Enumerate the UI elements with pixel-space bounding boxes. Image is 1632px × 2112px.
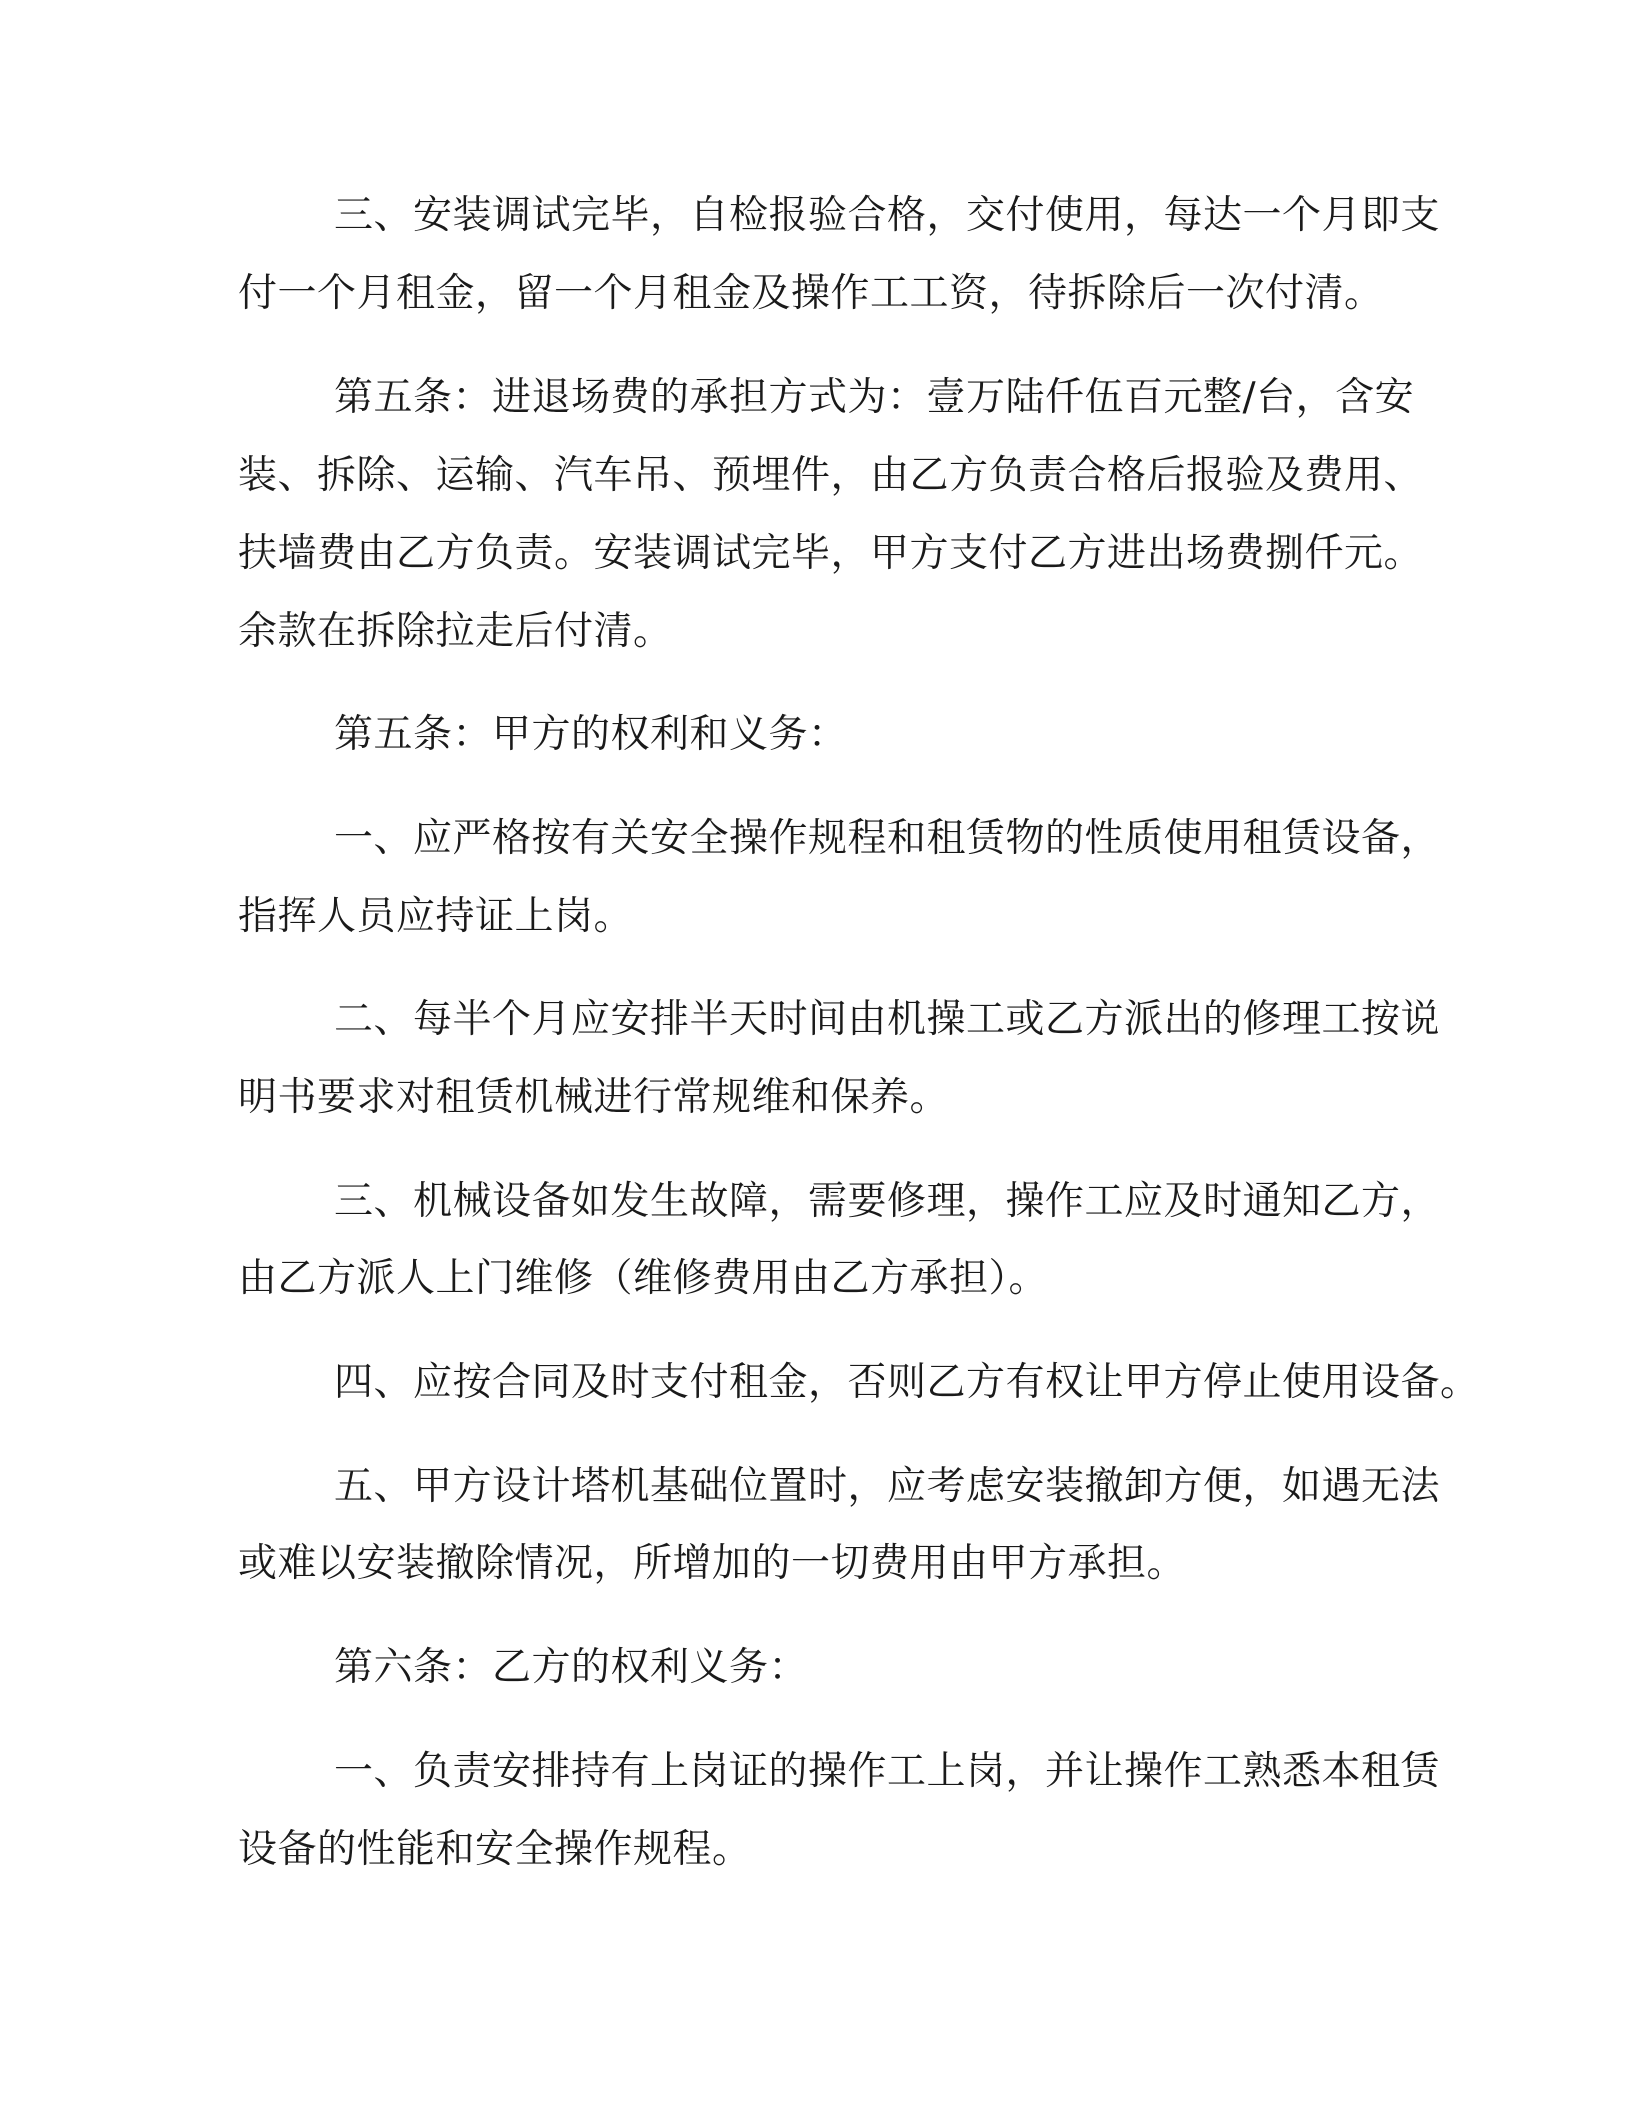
article-6-heading: 第六条：乙方的权利义务：	[334, 1645, 809, 1690]
party-a-item-3-line-2: 由乙方派人上门维修（维修费用由乙方承担）。	[238, 1256, 1049, 1301]
article-5-party-a-heading: 第五条：甲方的权利和义务：	[334, 712, 848, 757]
party-a-item-5-line-1: 五、甲方设计塔机基础位置时，应考虑安装撤卸方便，如遇无法	[334, 1464, 1441, 1509]
article-5-fee-line-1: 第五条：进退场费的承担方式为：壹万陆仟伍百元整/台，含安	[334, 375, 1415, 420]
party-a-item-1-line-1: 一、应严格按有关安全操作规程和租赁物的性质使用租赁设备，	[334, 816, 1441, 861]
party-b-item-1-line-2: 设备的性能和安全操作规程。	[238, 1827, 752, 1872]
clause-3-line-2: 付一个月租金，留一个月租金及操作工工资，待拆除后一次付清。	[238, 271, 1384, 316]
article-5-fee-line-2: 装、拆除、运输、汽车吊、预埋件，由乙方负责合格后报验及费用、	[238, 453, 1424, 498]
article-5-fee-line-3: 扶墙费由乙方负责。安装调试完毕，甲方支付乙方进出场费捌仟元。	[238, 531, 1424, 576]
party-b-item-1-line-1: 一、负责安排持有上岗证的操作工上岗，并让操作工熟悉本租赁	[334, 1749, 1441, 1794]
party-a-item-5-line-2: 或难以安装撤除情况，所增加的一切费用由甲方承担。	[238, 1541, 1187, 1586]
party-a-item-3-line-1: 三、机械设备如发生故障，需要修理，操作工应及时通知乙方，	[334, 1179, 1441, 1224]
party-a-item-2-line-2: 明书要求对租赁机械进行常规维和保养。	[238, 1075, 950, 1120]
party-a-item-4: 四、应按合同及时支付租金，否则乙方有权让甲方停止使用设备。	[334, 1360, 1480, 1405]
party-a-item-2-line-1: 二、每半个月应安排半天时间由机操工或乙方派出的修理工按说	[334, 997, 1441, 1042]
article-5-fee-line-4: 余款在拆除拉走后付清。	[238, 609, 673, 654]
party-a-item-1-line-2: 指挥人员应持证上岗。	[238, 894, 634, 939]
clause-3-line-1: 三、安装调试完毕，自检报验合格，交付使用，每达一个月即支	[334, 193, 1441, 238]
